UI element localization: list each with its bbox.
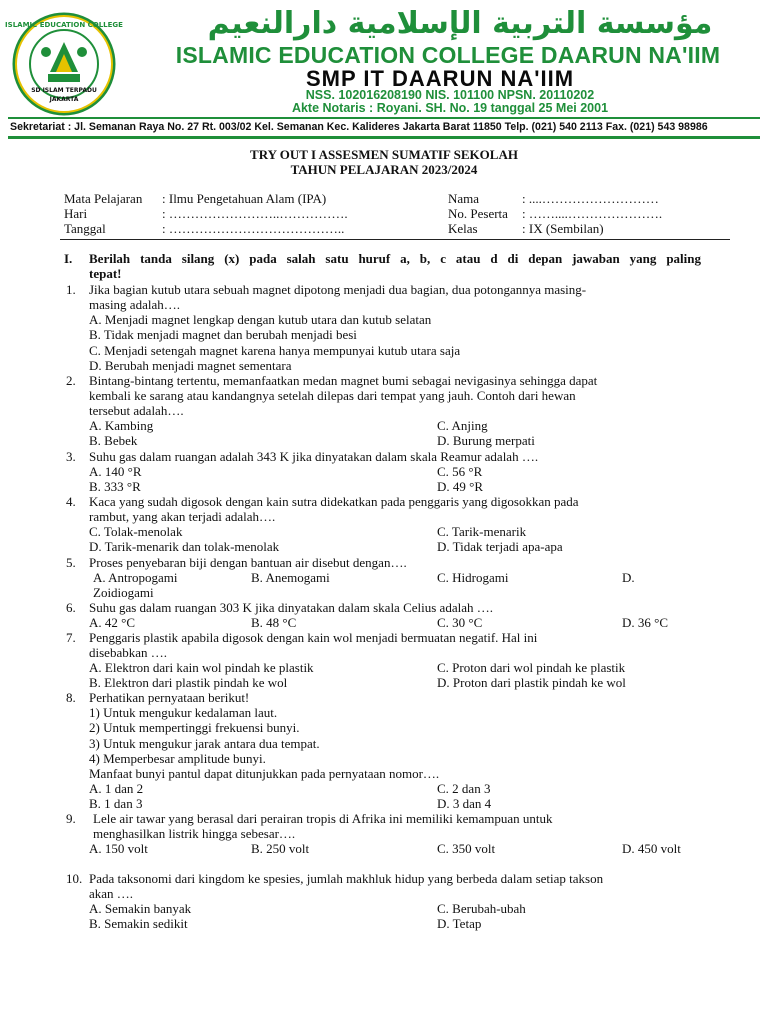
question-text: Jika bagian kutub utara sebuah magnet dipotong menjadi dua bagian, dua potongannya masing- bbox=[89, 282, 587, 297]
statement-item: 3) Untuk mengukur jarak antara dua tempat. bbox=[89, 736, 320, 751]
field-label-date: Tanggal bbox=[64, 221, 106, 236]
option-a[interactable]: A. Antropogami bbox=[93, 570, 178, 585]
option-b[interactable]: B. Tidak menjadi magnet dan berubah menjadi besi bbox=[89, 327, 357, 342]
exam-year: TAHUN PELAJARAN 2023/2024 bbox=[290, 162, 478, 177]
field-label-participant-number: No. Peserta bbox=[448, 206, 508, 221]
question-number: 2. bbox=[66, 373, 76, 388]
question-number: 1. bbox=[66, 282, 76, 297]
question-number: 8. bbox=[66, 690, 76, 705]
statement-item: 4) Memperbesar amplitude bunyi. bbox=[89, 751, 266, 766]
arabic-title: مؤسسة التربية الإسلامية دارالنعيم bbox=[207, 6, 713, 41]
section-instruction-cont: tepat! bbox=[89, 266, 122, 281]
option-a[interactable]: A. 1 dan 2 bbox=[89, 781, 144, 796]
question-text: Pada taksonomi dari kingdom ke spesies, jumlah makhluk hidup yang berbeda dalam setiap takson bbox=[89, 871, 604, 886]
option-b[interactable]: B. 48 °C bbox=[251, 615, 297, 630]
option-c[interactable]: C. Anjing bbox=[437, 418, 488, 433]
question-text: disebabkan …. bbox=[89, 645, 167, 660]
option-c[interactable]: C. 350 volt bbox=[437, 841, 496, 856]
question-stem: Manfaat bunyi pantul dapat ditunjukkan pada pernyataan nomor…. bbox=[89, 766, 440, 781]
question-number: 7. bbox=[66, 630, 76, 645]
option-a[interactable]: A. Elektron dari kain wol pindah ke plastik bbox=[89, 660, 314, 675]
option-d[interactable]: D. 450 volt bbox=[622, 841, 681, 856]
option-d[interactable]: D. 49 °R bbox=[437, 479, 484, 494]
option-b[interactable]: D. Tarik-menarik dan tolak-menolak bbox=[89, 539, 280, 554]
option-a[interactable]: A. Menjadi magnet lengkap dengan kutub utara dan kutub selatan bbox=[89, 312, 432, 327]
question-number: 9. bbox=[66, 811, 76, 826]
field-value-class: : IX (Sembilan) bbox=[522, 221, 604, 236]
field-label-name: Nama bbox=[448, 191, 480, 206]
option-d[interactable]: D. Berubah menjadi magnet sementara bbox=[89, 358, 292, 373]
field-label-subject: Mata Pelajaran bbox=[64, 191, 143, 206]
question-text: menghasilkan listrik hingga sebesar…. bbox=[93, 826, 296, 841]
logo-bottom-text: SD ISLAM TERPADU bbox=[31, 87, 97, 94]
question-number: 4. bbox=[66, 494, 76, 509]
question-text: rambut, yang akan terjadi adalah…. bbox=[89, 509, 276, 524]
question-text: Bintang-bintang tertentu, memanfaatkan medan magnet bumi sebagai nevigasinya sehingga dapat bbox=[89, 373, 598, 388]
field-value-name[interactable]: : ....……………………… bbox=[522, 191, 659, 206]
option-d[interactable]: D. Burung merpati bbox=[437, 433, 535, 448]
option-b[interactable]: B. Elektron dari plastik pindah ke wol bbox=[89, 675, 288, 690]
question-text: kembali ke sarang atau kandangnya setelah dilepas dari tempat yang jauh. Contoh dari hewan bbox=[89, 388, 576, 403]
question-text: akan …. bbox=[89, 886, 134, 901]
header-divider-top bbox=[8, 117, 760, 119]
school-logo bbox=[5, 12, 123, 116]
option-c[interactable]: C. Tarik-menarik bbox=[437, 524, 527, 539]
option-b[interactable]: B. 333 °R bbox=[89, 479, 141, 494]
statement-item: 2) Untuk mempertinggi frekuensi bunyi. bbox=[89, 720, 300, 735]
option-c[interactable]: C. Menjadi setengah magnet karena hanya mempunyai kutub utara saja bbox=[89, 343, 461, 358]
option-b[interactable]: B. 250 volt bbox=[251, 841, 310, 856]
exam-title: TRY OUT I ASSESMEN SUMATIF SEKOLAH bbox=[250, 147, 518, 162]
option-a[interactable]: A. 42 °C bbox=[89, 615, 136, 630]
option-d[interactable]: D. Tetap bbox=[437, 916, 482, 931]
field-value-subject: : Ilmu Pengetahuan Alam (IPA) bbox=[162, 191, 327, 206]
question-text: Kaca yang sudah digosok dengan kain sutra didekatkan pada penggaris yang digosokkan pada bbox=[89, 494, 579, 509]
option-d[interactable]: D. Proton dari plastik pindah ke wol bbox=[437, 675, 626, 690]
field-value-participant-number[interactable]: : ……....…………………. bbox=[522, 206, 663, 221]
option-d[interactable]: D. bbox=[622, 570, 635, 585]
field-value-day[interactable]: : ……………………..……………. bbox=[162, 206, 348, 221]
option-a[interactable]: A. 150 volt bbox=[89, 841, 148, 856]
option-c[interactable]: C. 56 °R bbox=[437, 464, 483, 479]
question-text: masing adalah…. bbox=[89, 297, 180, 312]
option-b[interactable]: B. Bebek bbox=[89, 433, 138, 448]
option-d[interactable]: D. 3 dan 4 bbox=[437, 796, 492, 811]
meta-divider bbox=[60, 239, 730, 240]
question-text: tersebut adalah…. bbox=[89, 403, 184, 418]
question-number: 5. bbox=[66, 555, 76, 570]
field-label-day: Hari bbox=[64, 206, 88, 221]
college-name: ISLAMIC EDUCATION COLLEGE DAARUN NA'IIM bbox=[175, 42, 721, 68]
question-text: Penggaris plastik apabila digosok dengan kain wol menjadi bermuatan negatif. Hal ini bbox=[89, 630, 538, 645]
option-d[interactable]: D. 36 °C bbox=[622, 615, 669, 630]
field-label-class: Kelas bbox=[448, 221, 478, 236]
statement-item: 1) Untuk mengukur kedalaman laut. bbox=[89, 705, 278, 720]
option-c[interactable]: C. Berubah-ubah bbox=[437, 901, 526, 916]
option-d-text[interactable]: Zoidiogami bbox=[93, 585, 154, 600]
question-text: Proses penyebaran biji dengan bantuan air disebut dengan…. bbox=[89, 555, 407, 570]
option-b[interactable]: B. Anemogami bbox=[251, 570, 330, 585]
option-b[interactable]: B. 1 dan 3 bbox=[89, 796, 143, 811]
question-text: Suhu gas dalam ruangan 303 K jika dinyatakan dalam skala Celius adalah …. bbox=[89, 600, 493, 615]
header-divider-bottom bbox=[8, 136, 760, 139]
field-value-date[interactable]: : ………………………………….. bbox=[162, 221, 345, 236]
option-c[interactable]: C. Proton dari wol pindah ke plastik bbox=[437, 660, 626, 675]
option-b[interactable]: B. Semakin sedikit bbox=[89, 916, 188, 931]
question-number: 3. bbox=[66, 449, 76, 464]
option-a[interactable]: C. Tolak-menolak bbox=[89, 524, 183, 539]
question-text: Suhu gas dalam ruangan adalah 343 K jika dinyatakan dalam skala Reamur adalah …. bbox=[89, 449, 539, 464]
secretariat-address: Sekretariat : Jl. Semanan Raya No. 27 Rt. 003/02 Kel. Semanan Kec. Kalideres Jakarta Barat 11850 Telp. (021) 540 2113 Fax. (021) 543 98986 bbox=[10, 121, 708, 133]
option-c[interactable]: C. 30 °C bbox=[437, 615, 483, 630]
logo-city-text: JAKARTA bbox=[49, 96, 79, 103]
option-a[interactable]: A. Kambing bbox=[89, 418, 154, 433]
registration-numbers: NSS. 102016208190 NIS. 101100 NPSN. 20110202 bbox=[305, 88, 595, 102]
question-text: Lele air tawar yang berasal dari perairan tropis di Afrika ini memiliki kemampuan untuk bbox=[93, 811, 553, 826]
notary-deed: Akte Notaris : Royani. SH. No. 19 tanggal 25 Mei 2001 bbox=[291, 101, 609, 115]
school-name: SMP IT DAARUN NA'IIM bbox=[305, 66, 575, 91]
logo-ring-text: ISLAMIC EDUCATION COLLEGE bbox=[5, 21, 123, 29]
option-d[interactable]: D. Tidak terjadi apa-apa bbox=[437, 539, 563, 554]
option-c[interactable]: C. 2 dan 3 bbox=[437, 781, 491, 796]
option-a[interactable]: A. 140 °R bbox=[89, 464, 142, 479]
question-number: 6. bbox=[66, 600, 76, 615]
section-number: I. bbox=[64, 251, 73, 266]
question-number: 10. bbox=[66, 871, 83, 886]
section-instruction: Berilah tanda silang (x) pada salah satu huruf a, b, c atau d di depan jawaban yang paling bbox=[89, 251, 701, 266]
option-a[interactable]: A. Semakin banyak bbox=[89, 901, 192, 916]
option-c[interactable]: C. Hidrogami bbox=[437, 570, 509, 585]
question-text: Perhatikan pernyataan berikut! bbox=[89, 690, 250, 705]
